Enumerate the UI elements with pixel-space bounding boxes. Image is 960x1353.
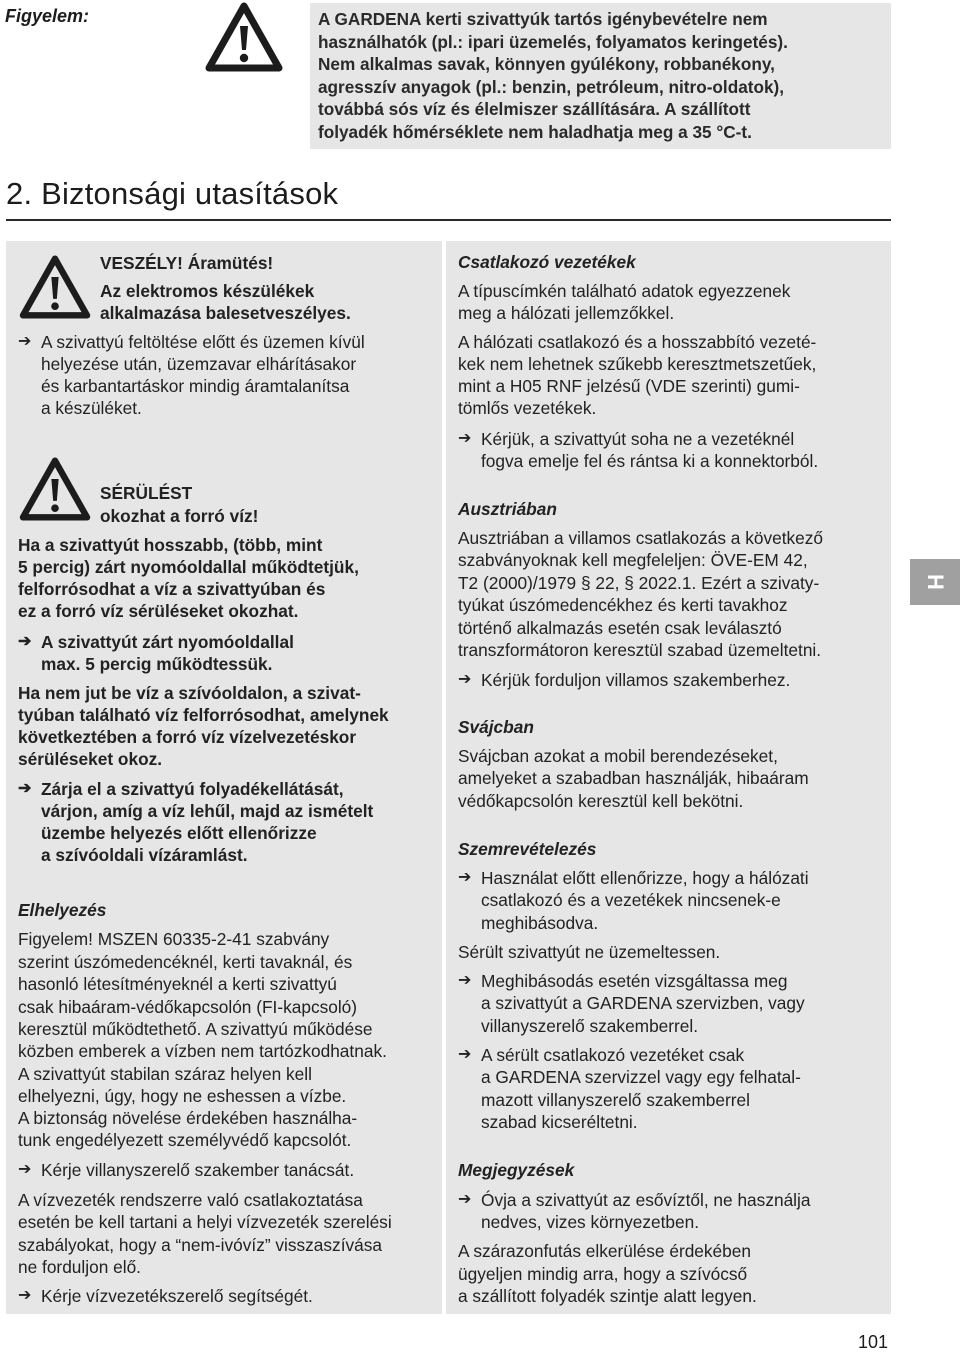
paragraph-line: ügyeljen mindig arra, hogy a szívócső (458, 1264, 748, 1284)
paragraph-line: ne forduljon elő. (18, 1257, 141, 1277)
warning-triangle-icon (18, 255, 92, 319)
paragraph-line: mint a H05 RNF jelzésű (VDE szerinti) gumi- (458, 376, 800, 396)
notes-heading: Megjegyzések (458, 1160, 575, 1180)
bullet-text: csatlakozó és a vezetékek nincsenek-e (481, 890, 781, 910)
paragraph-line: Ha a szivattyút hosszabb, (több, mint (18, 535, 323, 555)
arrow-bullet-icon: ➔ (18, 333, 32, 350)
bullet-text: max. 5 percig működtessük. (41, 654, 273, 674)
placement-heading: Elhelyezés (18, 900, 107, 920)
paragraph-line: transzformátoron keresztül szabad üzemeltetni. (458, 640, 822, 660)
arrow-bullet-icon: ➔ (458, 869, 472, 886)
bullet-text: várjon, amíg a víz lehűl, majd az ismételt (41, 801, 374, 821)
paragraph-line: csak hibaáram-védőkapcsolón (FI-kapcsoló) (18, 997, 358, 1017)
warning-label: Figyelem: (5, 6, 90, 26)
language-tab-label: H (922, 574, 948, 590)
paragraph-line: sérüléseket okoz. (18, 749, 163, 769)
bullet-text: Kérje villanyszerelő szakember tanácsát. (41, 1160, 355, 1180)
paragraph-line: tyúkat úszómedencékhez és kerti tavakhoz (458, 595, 788, 615)
language-tab (910, 559, 960, 605)
bullet-text: a GARDENA szervizzel vagy egy felhatal- (481, 1067, 801, 1087)
danger-text: alkalmazása balesetveszélyes. (100, 303, 351, 323)
arrow-bullet-icon: ➔ (18, 1161, 32, 1178)
paragraph-line: A szivattyút stabilan száraz helyen kell (18, 1064, 312, 1084)
paragraph-line: A biztonság növelése érdekében használha- (18, 1108, 358, 1128)
bullet-text: A sérült csatlakozó vezetéket csak (481, 1045, 745, 1065)
paragraph-line: közben emberek a vízben nem tartózkodhatnak. (18, 1041, 387, 1061)
bullet-text: helyezése után, üzemzavar elhárításakor (41, 354, 357, 374)
paragraph-line: 5 percig) zárt nyomóoldallal működtetjük, (18, 557, 359, 577)
paragraph-line: Sérült szivattyút ne üzemeltessen. (458, 942, 721, 962)
bullet-text: A szivattyút zárt nyomóoldallal (41, 632, 294, 652)
paragraph-line: történő alkalmazás esetén csak leválasztó (458, 618, 782, 638)
paragraph-line: szerint úszómedencéknél, kerti tavaknál, és (18, 952, 353, 972)
paragraph-line: A szárazonfutás elkerülése érdekében (458, 1241, 752, 1261)
paragraph-line: szabályokat, hogy a “nem-ivóvíz” visszaszívása (18, 1235, 383, 1255)
paragraph-line: következtében a forró víz vízelvezetéskor (18, 727, 357, 747)
austria-heading: Ausztriában (458, 499, 557, 519)
cables-heading: Csatlakozó vezetékek (458, 252, 636, 272)
notice-line: használhatók (pl.: ipari üzemelés, folyamatos keringetés). (318, 31, 788, 52)
arrow-bullet-icon: ➔ (18, 1287, 32, 1304)
arrow-bullet-icon: ➔ (458, 671, 472, 688)
bullet-text: a készüléket. (41, 398, 142, 418)
paragraph-line: T2 (2000)/1979 § 22, § 2022.1. Ezért a szivaty- (458, 573, 820, 593)
paragraph-line: a szállított folyadék szintje alatt legyen. (458, 1286, 757, 1306)
bullet-text: nedves, vizes környezetben. (481, 1212, 700, 1232)
paragraph-line: A vízvezeték rendszerre való csatlakoztatása (18, 1190, 363, 1210)
warning-triangle-icon (18, 457, 92, 521)
bullet-text: Kérjük, a szivattyút soha ne a vezetéknél (481, 429, 795, 449)
section-divider (6, 219, 891, 221)
bullet-text: Kérjük forduljon villamos szakemberhez. (481, 670, 791, 690)
bullet-text: Kérje vízvezetékszerelő segítségét. (41, 1286, 313, 1306)
bullet-text: villanyszerelő szakemberrel. (481, 1016, 699, 1036)
paragraph-line: hasonló létesítményeknél a kerti szivattyú (18, 974, 337, 994)
paragraph-line: kek nem lehetnek szűkebb keresztmetszetűek, (458, 354, 817, 374)
paragraph-line: tömlős vezetékek. (458, 398, 597, 418)
arrow-bullet-icon: ➔ (458, 1191, 472, 1208)
injury-text: okozhat a forró víz! (100, 506, 259, 526)
bullet-text: Óvja a szivattyút az esővíztől, ne használja (481, 1190, 811, 1210)
warning-triangle-icon (205, 2, 283, 72)
paragraph-line: keresztül működtethető. A szivattyú működése (18, 1019, 373, 1039)
paragraph-line: tyúban található víz felforrósodhat, amelynek (18, 705, 389, 725)
inspection-heading: Szemrevételezés (458, 839, 597, 859)
notice-line: A GARDENA kerti szivattyúk tartós igénybevételre nem (318, 9, 768, 29)
warning-notice-box (310, 3, 891, 149)
bullet-text: A szivattyú feltöltése előtt és üzemen kívül (41, 332, 365, 352)
bullet-text: szabad kicseréltetni. (481, 1112, 638, 1132)
section-title: 2. Biztonsági utasítások (6, 176, 339, 211)
paragraph-line: amelyeket a szabadban használják, hibaáram (458, 768, 809, 788)
injury-title: SÉRÜLÉST (100, 483, 193, 503)
paragraph-line: A típuscímkén található adatok egyezzenek (458, 281, 791, 301)
paragraph-line: felforrósodhat a víz a szivattyúban és (18, 579, 326, 599)
paragraph-line: tunk engedélyezett személyvédő kapcsolót. (18, 1130, 352, 1150)
bullet-text: üzembe helyezés előtt ellenőrizze (41, 823, 317, 843)
notice-line: folyadék hőmérséklete nem haladhatja meg a 35 °C-t. (318, 121, 752, 142)
bullet-text: a szivattyút a GARDENA szervizben, vagy (481, 993, 805, 1013)
bullet-text: a szívóoldali vízáramlást. (41, 845, 248, 865)
bullet-text: mazott villanyszerelő szakemberrel (481, 1090, 750, 1110)
arrow-bullet-icon: ➔ (458, 972, 472, 989)
page-number: 101 (858, 1332, 889, 1352)
paragraph-line: Ausztriában a villamos csatlakozás a következő (458, 528, 823, 548)
notice-line: Nem alkalmas savak, könnyen gyúlékony, robbanékony, (318, 54, 775, 75)
arrow-bullet-icon: ➔ (458, 1046, 472, 1063)
paragraph-line: Figyelem! MSZEN 60335-2-41 szabvány (18, 929, 330, 949)
bullet-text: Meghibásodás esetén vizsgáltassa meg (481, 971, 788, 991)
danger-title: VESZÉLY! Áramütés! (100, 253, 274, 273)
paragraph-line: Ha nem jut be víz a szívóoldalon, a szivat- (18, 683, 361, 703)
bullet-text: Használat előtt ellenőrizze, hogy a hálózati (481, 868, 809, 888)
paragraph-line: Svájcban azokat a mobil berendezéseket, (458, 746, 778, 766)
paragraph-line: elhelyezni, úgy, hogy ne eshessen a vízbe. (18, 1086, 347, 1106)
notice-line: agresszív anyagok (pl.: benzin, petróleum, nitro-oldatok), (318, 76, 785, 97)
switzerland-heading: Svájcban (458, 717, 534, 737)
paragraph-line: A hálózati csatlakozó és a hosszabbító vezeté- (458, 332, 817, 352)
bullet-text: meghibásodva. (481, 913, 599, 933)
bullet-text: és karbantartáskor mindig áramtalanítsa (41, 376, 350, 396)
paragraph-line: ez a forró víz sérüléseket okozhat. (18, 601, 299, 621)
paragraph-line: szabványoknak kell megfeleljen: ÖVE-EM 42, (458, 550, 808, 570)
bullet-text: Zárja el a szivattyú folyadékellátását, (41, 779, 344, 799)
arrow-bullet-icon: ➔ (458, 430, 472, 447)
arrow-bullet-icon: ➔ (18, 633, 32, 650)
notice-line: továbbá sós víz és élelmiszer szállítására. A szállított (318, 99, 751, 120)
arrow-bullet-icon: ➔ (18, 780, 32, 797)
paragraph-line: védőkapcsolón keresztül kell bekötni. (458, 791, 744, 811)
paragraph-line: esetén be kell tartani a helyi vízvezeték szerelési (18, 1212, 392, 1232)
danger-text: Az elektromos készülékek (100, 281, 315, 301)
paragraph-line: meg a hálózati jellemzőkkel. (458, 303, 675, 323)
bullet-text: fogva emelje fel és rántsa ki a konnektorból. (481, 451, 819, 471)
